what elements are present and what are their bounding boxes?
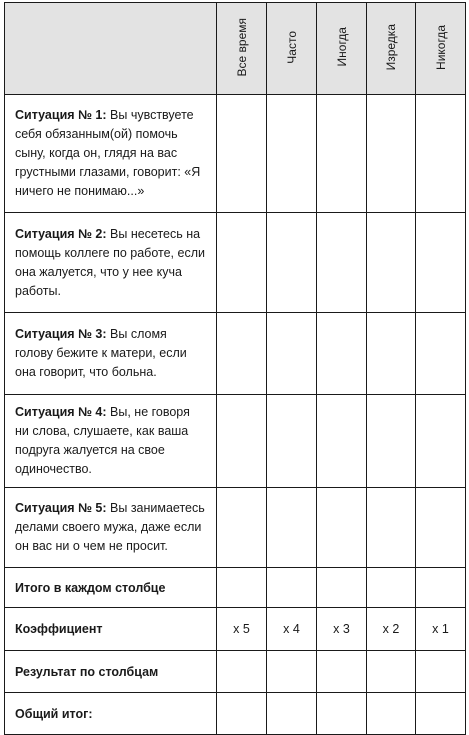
answer-cell[interactable] [317, 488, 367, 568]
column-results-row [5, 651, 466, 693]
situation-row-3 [5, 313, 466, 395]
answer-cell[interactable] [217, 488, 267, 568]
coefficient-value: х 4 [267, 608, 317, 651]
total-cell[interactable] [267, 568, 317, 608]
answer-cell[interactable] [416, 313, 466, 395]
coefficient-value: х 3 [317, 608, 367, 651]
grand-total-row [5, 693, 466, 735]
answer-cell[interactable] [267, 313, 317, 395]
column-header-sometimes: Иногда [317, 3, 367, 95]
coefficient-value: х 1 [416, 608, 466, 651]
result-cell[interactable] [317, 651, 367, 693]
situation-text-3: Ситуация № 3: Вы сломя голову бежите к матери, если она говорит, что больна. [5, 313, 217, 395]
situation-text-4: Ситуация № 4: Вы, не говоря ни слова, слушаете, как ваша подруга жалуется на свое одиночество. [5, 395, 217, 488]
header-corner-cell [5, 3, 217, 95]
column-header-rarely: Изредка [367, 3, 416, 95]
column-header-never: Никогда [416, 3, 466, 95]
situation-text-1: Ситуация № 1: Вы чувствуете себя обязанным(ой) помочь сыну, когда он, глядя на вас грустными глазами, говорит: «Я ничего не понимаю...» [5, 95, 217, 213]
situation-text-5: Ситуация № 5: Вы занимаетесь делами своего мужа, даже если он вас ни о чем не просит. [5, 488, 217, 568]
situation-text-2: Ситуация № 2: Вы несетесь на помощь коллеге по работе, если она жалуется, что у нее куча работы. [5, 213, 217, 313]
grand-total-cell[interactable] [416, 693, 466, 735]
total-per-column-row [5, 568, 466, 608]
grand-total-cell[interactable] [267, 693, 317, 735]
answer-cell[interactable] [416, 395, 466, 488]
answer-cell[interactable] [416, 213, 466, 313]
answer-cell[interactable] [267, 488, 317, 568]
answer-cell[interactable] [317, 395, 367, 488]
grand-total-label: Общий итог: [5, 693, 217, 735]
answer-cell[interactable] [367, 213, 416, 313]
grand-total-cell[interactable] [317, 693, 367, 735]
questionnaire-table [4, 2, 466, 735]
grand-total-cell[interactable] [217, 693, 267, 735]
answer-cell[interactable] [217, 213, 267, 313]
answer-cell[interactable] [267, 95, 317, 213]
answer-cell[interactable] [367, 488, 416, 568]
answer-cell[interactable] [367, 313, 416, 395]
result-cell[interactable] [217, 651, 267, 693]
answer-cell[interactable] [317, 213, 367, 313]
answer-cell[interactable] [416, 95, 466, 213]
total-per-column-label: Итого в каждом столбце [5, 568, 217, 608]
answer-cell[interactable] [267, 213, 317, 313]
total-cell[interactable] [217, 568, 267, 608]
situation-row-2 [5, 213, 466, 313]
header-row [5, 3, 466, 95]
result-cell[interactable] [267, 651, 317, 693]
coefficient-value: х 2 [367, 608, 416, 651]
answer-cell[interactable] [317, 313, 367, 395]
total-cell[interactable] [367, 568, 416, 608]
grand-total-cell[interactable] [367, 693, 416, 735]
column-results-label: Результат по столбцам [5, 651, 217, 693]
column-header-often: Часто [267, 3, 317, 95]
result-cell[interactable] [416, 651, 466, 693]
situation-row-5 [5, 488, 466, 568]
answer-cell[interactable] [267, 395, 317, 488]
total-cell[interactable] [317, 568, 367, 608]
coefficient-row [5, 608, 466, 651]
coefficient-value: х 5 [217, 608, 267, 651]
total-cell[interactable] [416, 568, 466, 608]
situation-row-1 [5, 95, 466, 213]
answer-cell[interactable] [367, 395, 416, 488]
result-cell[interactable] [367, 651, 416, 693]
answer-cell[interactable] [317, 95, 367, 213]
answer-cell[interactable] [367, 95, 416, 213]
answer-cell[interactable] [217, 95, 267, 213]
coefficient-label: Коэффициент [5, 608, 217, 651]
situation-row-4 [5, 395, 466, 488]
column-header-always: Все время [217, 3, 267, 95]
answer-cell[interactable] [217, 313, 267, 395]
answer-cell[interactable] [217, 395, 267, 488]
answer-cell[interactable] [416, 488, 466, 568]
